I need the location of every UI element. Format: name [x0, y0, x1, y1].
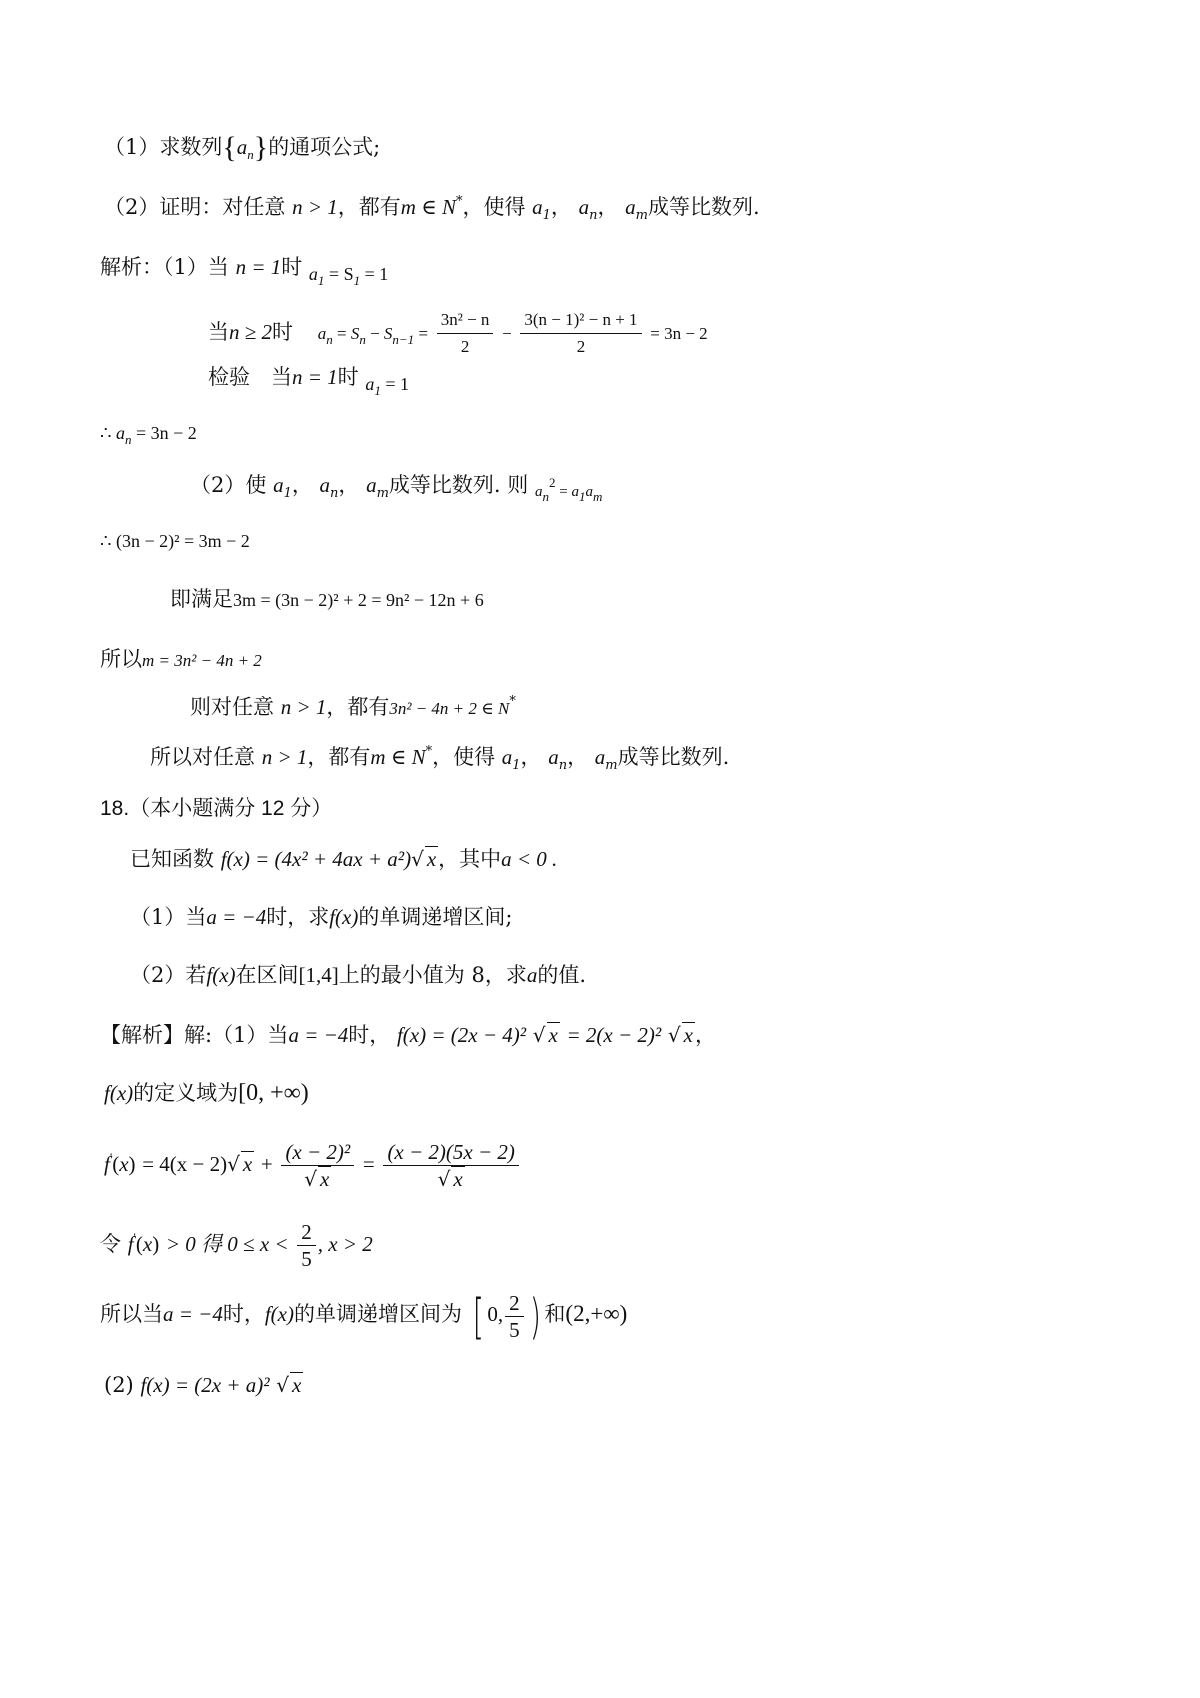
conclusion-sep-1: ， — [520, 745, 542, 769]
sol18-frac-2-den — [383, 1166, 518, 1192]
then-line — [190, 692, 516, 724]
sol-label: 解析：（1）当 — [100, 255, 229, 279]
sol18-when: 时， — [348, 1023, 391, 1047]
q18-p1-label: （1）当 — [130, 905, 207, 929]
q18-radicand: x — [426, 847, 437, 871]
conclusion-sub-1: 1 — [512, 758, 521, 773]
sol18-inc-label: 所以当 — [100, 1302, 163, 1326]
sol18-line-1 — [100, 1020, 716, 1050]
sol2-frac-2-num: 3(n − 1)² − n + 1 — [520, 307, 641, 334]
sol18-comma: ， — [694, 1023, 716, 1047]
q18-p2-f: f(x) — [206, 963, 236, 987]
sol18-domain — [104, 1078, 309, 1108]
therefore-an-eq: = 3n − 2 — [135, 423, 197, 443]
sol18-let-fprime: f'(x) — [127, 1230, 160, 1256]
sol18-let-frac-den: 5 — [301, 1247, 312, 1271]
sol18-frac-1-num: (x − 2)² — [281, 1139, 354, 1166]
sol18-let-tail: , x > 2 — [317, 1232, 373, 1256]
sol18-radical-icon-3: √ — [227, 1152, 240, 1176]
q2-mid: ，都有 — [337, 195, 401, 219]
q2-sub-1: 1 — [542, 208, 551, 223]
sol18-deriv-lhs: = 4(x − 2) — [142, 1152, 228, 1176]
sol-cond: n = 1 — [235, 255, 282, 279]
satisfy-label: 即满足 — [170, 587, 233, 611]
part2-sep-1: ， — [291, 473, 313, 497]
check-label: 检验 当 — [208, 365, 292, 389]
sol18-frac-1 — [281, 1139, 354, 1192]
part2-geo-eq: $a_n^2 = a_1a_m$ — [534, 475, 603, 504]
conclusion-sep-2: ， — [567, 745, 589, 769]
q18-p1-mid: 时，求 — [266, 905, 330, 929]
sol18-radical-icon-1: √ — [532, 1023, 546, 1047]
conclusion-sub-3: m — [605, 758, 618, 773]
q2-sub-2: n — [589, 208, 598, 223]
conclusion-so: ，使得 — [432, 745, 496, 769]
sol2-label: 当 — [208, 320, 229, 344]
sol18-radicand-4: x — [320, 1167, 330, 1191]
q2-sep-1: ， — [550, 195, 572, 219]
part2-sub-2: n — [330, 486, 339, 501]
check-eq: $a_1 = 1$ — [365, 374, 410, 398]
sol18-increasing — [100, 1284, 627, 1344]
question-2 — [104, 192, 760, 222]
q18-fx: f(x) = (4x² + 4ax + a²) — [220, 847, 412, 871]
q18-radical-icon: √ — [411, 847, 424, 871]
q18-given — [130, 844, 557, 874]
part2-sub-3: m — [376, 486, 389, 501]
sol18-domain-interval: [0, +∞) — [238, 1080, 309, 1106]
sol18-let-cond: > 0 得 0 ≤ x < — [165, 1232, 289, 1256]
sol18-p2-eq: f(x) = (2x + a)² — [140, 1373, 270, 1397]
part2-tail: 成等比数列. 则 — [388, 473, 529, 497]
sol2-frac-2-den: 2 — [576, 337, 586, 356]
therefore-an: ∴ $a_n = 3n - 2$ — [100, 423, 197, 447]
sol18-radical-icon-6: √ — [276, 1373, 289, 1397]
sol18-let-label: 令 — [100, 1232, 121, 1256]
sol2-frac-1-num: 3n² − n — [437, 307, 494, 334]
then-label: 则对任意 — [190, 695, 274, 719]
q2-cond: n > 1 — [292, 195, 338, 219]
sol18-inc-mid: 的单调递增区间为 — [294, 1302, 462, 1326]
sol18-domain-label: 的定义域为 — [133, 1081, 239, 1105]
sol18-let — [100, 1214, 373, 1274]
sol18-radicand-6: x — [291, 1373, 302, 1397]
q18-p2-end: 的值. — [537, 963, 587, 987]
sol18-label: 【解析】解:（1）当 — [100, 1023, 289, 1047]
sol18-let-frac — [297, 1219, 316, 1272]
part-2-line — [190, 470, 602, 503]
q2-sub-3: m — [635, 208, 648, 223]
satisfy-line — [170, 584, 484, 615]
solution-1-line — [100, 252, 389, 288]
sol18-let-frac-num: 2 — [297, 1219, 316, 1246]
q2-label: （2）证明：对任意 — [104, 195, 286, 219]
conclusion-cond: n > 1 — [261, 745, 308, 769]
therefore-symbol: ∴ — [100, 423, 112, 443]
sol18-inc-frac — [505, 1290, 524, 1343]
q18-given-label: 已知函数 — [130, 847, 214, 871]
q18-p2-a: a — [526, 963, 538, 987]
sol18-radicand-3: x — [242, 1152, 253, 1176]
q2-star: * — [455, 194, 463, 209]
sol2-diff: $a_n = S_n - S_{n-1}$ = — [317, 324, 429, 347]
q18-cond: a < 0 . — [501, 847, 558, 871]
so-eq: m = 3n² − 4n + 2 — [142, 651, 262, 670]
q18-part2 — [130, 960, 586, 990]
check-when: 时 — [337, 365, 359, 389]
q18-p1-cond: a = −4 — [206, 905, 267, 929]
sol18-frac-2-num: (x − 2)(5x − 2) — [383, 1139, 518, 1166]
sol18-radical-icon-5: √ — [437, 1167, 451, 1191]
then-eq: 3n² − 4n + 2 ∈ N — [389, 699, 510, 718]
sol18-inc-and: 和 — [544, 1302, 566, 1326]
sol18-frac-1-den — [281, 1166, 354, 1192]
question-1 — [104, 132, 380, 162]
sol2-cond: n ≥ 2 — [229, 320, 273, 344]
conclusion-label: 所以对任意 — [150, 745, 255, 769]
sol18-f2: = 2(x − 2)² — [566, 1023, 662, 1047]
q1-tail: 的通项公式; — [268, 135, 381, 159]
q18-p2-mid: 在区间 — [235, 963, 299, 987]
conclusion-sub-2: n — [558, 758, 568, 773]
sol18-radicand-5: x — [453, 1167, 463, 1191]
part2-sub-1: 1 — [283, 486, 292, 501]
sol18-radical-icon-2: √ — [667, 1023, 681, 1047]
q18-p2-label: （2）若 — [130, 963, 207, 987]
q18-p2-tail: 上的最小值为 8，求 — [338, 963, 527, 987]
q1-seq: $\{a_n\}$ — [222, 131, 269, 164]
sol18-inc-interval-1: [ 0, $\frac{2}{5}$ ) — [472, 1289, 541, 1345]
sol18-inc-when: 时， — [222, 1302, 265, 1326]
q2-so: ，使得 — [462, 195, 526, 219]
then-mid: ，都有 — [326, 695, 390, 719]
sol18-inc-frac-num: 2 — [505, 1290, 524, 1317]
q18-p2-interval: [1,4] — [298, 963, 339, 987]
part2-sep-2: ， — [338, 473, 360, 497]
sol18-radical-icon-4: √ — [304, 1167, 318, 1191]
sol2-rhs: = 3n − 2 — [650, 324, 708, 343]
conclusion-term-2: a — [548, 745, 559, 769]
sol-when: 时 — [281, 255, 303, 279]
sol18-fprime: f'(x) — [104, 1150, 136, 1176]
solution-n-ge-2 — [208, 304, 708, 362]
conclusion-tail: 成等比数列. — [617, 745, 730, 769]
q18-part1 — [130, 902, 512, 932]
sol18-equals: = — [362, 1152, 375, 1176]
q2-term-3: a — [625, 195, 636, 219]
sol18-cond: a = −4 — [288, 1023, 349, 1047]
sol18-part2 — [104, 1370, 303, 1400]
conclusion-exists: m ∈ N — [370, 745, 426, 769]
q2-sep-2: ， — [597, 195, 619, 219]
so-line — [100, 644, 262, 676]
q18-p1-tail: 的单调递增区间; — [358, 905, 513, 929]
q2-term-1: a — [532, 195, 543, 219]
therefore-symbol-2: ∴ — [100, 531, 112, 551]
so-label: 所以 — [100, 647, 142, 671]
sol18-f1: f(x) = (2x − 4)² — [396, 1023, 527, 1047]
q18-cond-label: ，其中 — [438, 847, 502, 871]
therefore-square — [100, 526, 250, 556]
q1-label: （1）求数列 — [104, 135, 223, 159]
sol2-when: 时 — [272, 320, 294, 344]
sol18-inc-cond: a = −4 — [163, 1302, 223, 1326]
sol18-derivative — [104, 1134, 521, 1194]
conclusion-star: * — [425, 744, 433, 759]
sol18-inc-frac-den: 5 — [509, 1317, 520, 1342]
q2-tail: 成等比数列. — [648, 195, 760, 219]
sol18-inc-interval-2: (2,+∞) — [565, 1301, 628, 1326]
conclusion-line — [150, 742, 729, 772]
sol2-minus: − — [502, 324, 512, 343]
part2-term-3: a — [366, 473, 377, 497]
conclusion-mid: ，都有 — [307, 745, 371, 769]
sol-eq: $a_1 = S_1 = 1$ — [308, 264, 389, 288]
sol18-p2-label: (2) — [104, 1373, 134, 1397]
sol18-radicand-1: x — [548, 1023, 558, 1047]
conclusion-term-3: a — [594, 745, 606, 769]
conclusion-term-1: a — [501, 745, 513, 769]
part2-term-1: a — [273, 473, 284, 497]
q2-exists: m ∈ N — [400, 195, 456, 219]
q18-p1-f: f(x) — [329, 905, 359, 929]
sol18-frac-2 — [383, 1139, 518, 1192]
sol18-plus: + — [260, 1152, 273, 1176]
satisfy-eq: 3m = (3n − 2)² + 2 = 9n² − 12n + 6 — [233, 590, 484, 610]
part2-term-2: a — [319, 473, 331, 497]
sol18-domain-f: f(x) — [104, 1081, 134, 1105]
sol18-radicand-2: x — [683, 1023, 693, 1047]
check-line — [208, 362, 410, 398]
sol2-frac-2 — [520, 307, 641, 360]
question-18-title: 18.（本小题满分 12 分） — [100, 797, 333, 820]
sol18-inc-f: f(x) — [264, 1302, 294, 1326]
then-star: * — [509, 694, 516, 709]
sol2-frac-1 — [437, 307, 494, 360]
part2-label: （2）使 — [190, 473, 267, 497]
therefore-square-eq: (3n − 2)² = 3m − 2 — [115, 531, 250, 551]
check-cond: n = 1 — [292, 365, 338, 389]
then-cond: n > 1 — [280, 695, 327, 719]
q2-term-2: a — [578, 195, 590, 219]
sol2-frac-1-den: 2 — [460, 337, 470, 356]
